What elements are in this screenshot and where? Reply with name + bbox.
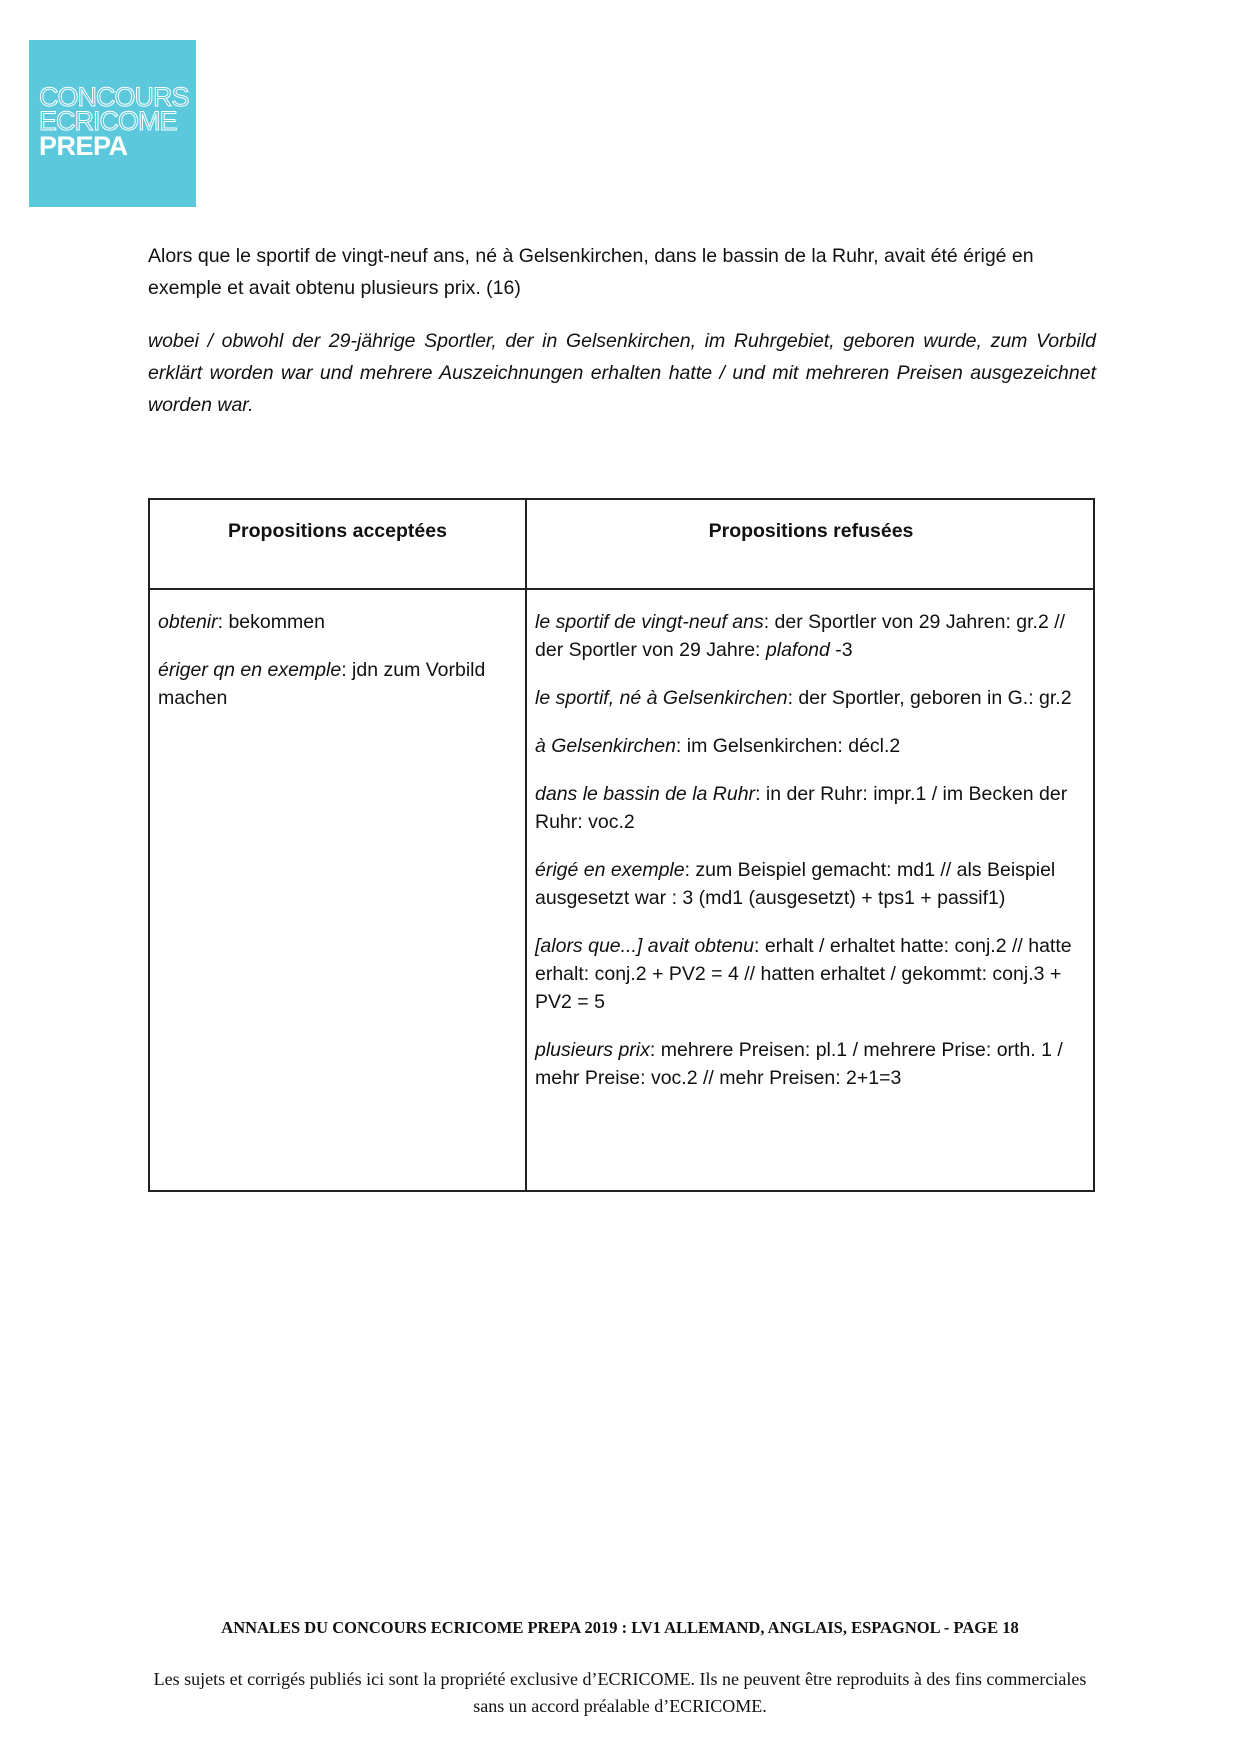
header-refused: Propositions refusées <box>708 520 914 542</box>
source-sentence: Alors que le sportif de vingt-neuf ans, né à Gelsenkirchen, dans le bassin de la Ruhr, avait été érigé en exemple et avait obtenu plusieurs prix. (16) <box>148 245 1034 299</box>
refused-text: : der Sportler, geboren in G.: gr.2 <box>787 687 1072 709</box>
table-column-divider <box>525 500 527 1190</box>
refused-extra-term: plafond <box>765 639 830 661</box>
refused-item <box>535 856 1087 912</box>
logo-line-concours: CONCOURS <box>39 82 189 112</box>
accepted-item <box>158 656 513 712</box>
refused-text: : erhalt / erhaltet hatte: conj.2 // hatte erhalt: conj.2 + PV2 = 4 // hatten erhaltet / gekommt: conj.3 + PV2 = 5 <box>535 935 1072 1013</box>
ecricome-logo <box>29 40 196 207</box>
refused-term: érigé en exemple <box>535 859 685 881</box>
accepted-term: obtenir <box>158 611 218 633</box>
propositions-table <box>148 498 1095 1192</box>
refused-item <box>535 684 1087 712</box>
accepted-term: ériger qn en exemple <box>158 659 342 681</box>
refused-item <box>535 780 1087 836</box>
refused-extra-text: -3 <box>829 639 853 661</box>
refused-item <box>535 1036 1087 1092</box>
table-header-divider <box>150 588 1093 590</box>
accepted-text: : bekommen <box>217 611 325 633</box>
refused-text: : im Gelsenkirchen: décl.2 <box>675 735 901 757</box>
german-translation: wobei / obwohl der 29-jährige Sportler, der in Gelsenkirchen, im Ruhrgebiet, geboren wurde, zum Vorbild erklärt worden war und mehrere Auszeichnungen erhalten hatte / und mit mehreren Preisen ausgezeichnet worden war. <box>148 330 1096 416</box>
header-accepted: Propositions acceptées <box>228 520 447 542</box>
refused-term: le sportif, né à Gelsenkirchen <box>535 687 788 709</box>
refused-term: [alors que...] avait obtenu <box>535 935 754 957</box>
footer-notice: Les sujets et corrigés publiés ici sont la propriété exclusive d’ECRICOME. Ils ne peuvent être reproduits à des fins commerciales sans un accord préalable d’ECRICOME. <box>153 1669 1087 1716</box>
accepted-column <box>158 608 513 732</box>
refused-text: : der Sportler von 29 Jahren: gr.2 // der Sportler von 29 Jahre: <box>535 611 1066 661</box>
refused-item <box>535 732 1087 760</box>
refused-item <box>535 608 1087 664</box>
footer-title: ANNALES DU CONCOURS ECRICOME PREPA 2019 : LV1 ALLEMAND, ANGLAIS, ESPAGNOL - PAGE 18 <box>221 1618 1019 1637</box>
accepted-text: : jdn zum Vorbild machen <box>158 659 486 709</box>
refused-text: : in der Ruhr: impr.1 / im Becken der Ruhr: voc.2 <box>535 783 1068 833</box>
refused-term: à Gelsenkirchen <box>535 735 676 757</box>
refused-text: : zum Beispiel gemacht: md1 // als Beispiel ausgesetzt war : 3 (md1 (ausgesetzt) + tps1 + passif1) <box>535 859 1056 909</box>
logo-line-ecricome: ECRICOME <box>39 106 177 136</box>
refused-term: dans le bassin de la Ruhr <box>535 783 756 805</box>
refused-text: : mehrere Preisen: pl.1 / mehrere Prise: orth. 1 / mehr Preise: voc.2 // mehr Preisen: 2+1=3 <box>535 1039 1063 1089</box>
accepted-item <box>158 608 513 636</box>
refused-item <box>535 932 1087 1016</box>
refused-column <box>535 608 1087 1112</box>
refused-term: le sportif de vingt-neuf ans <box>535 611 764 633</box>
logo-line-prepa: PREPA <box>39 131 128 161</box>
refused-term: plusieurs prix <box>535 1039 650 1061</box>
